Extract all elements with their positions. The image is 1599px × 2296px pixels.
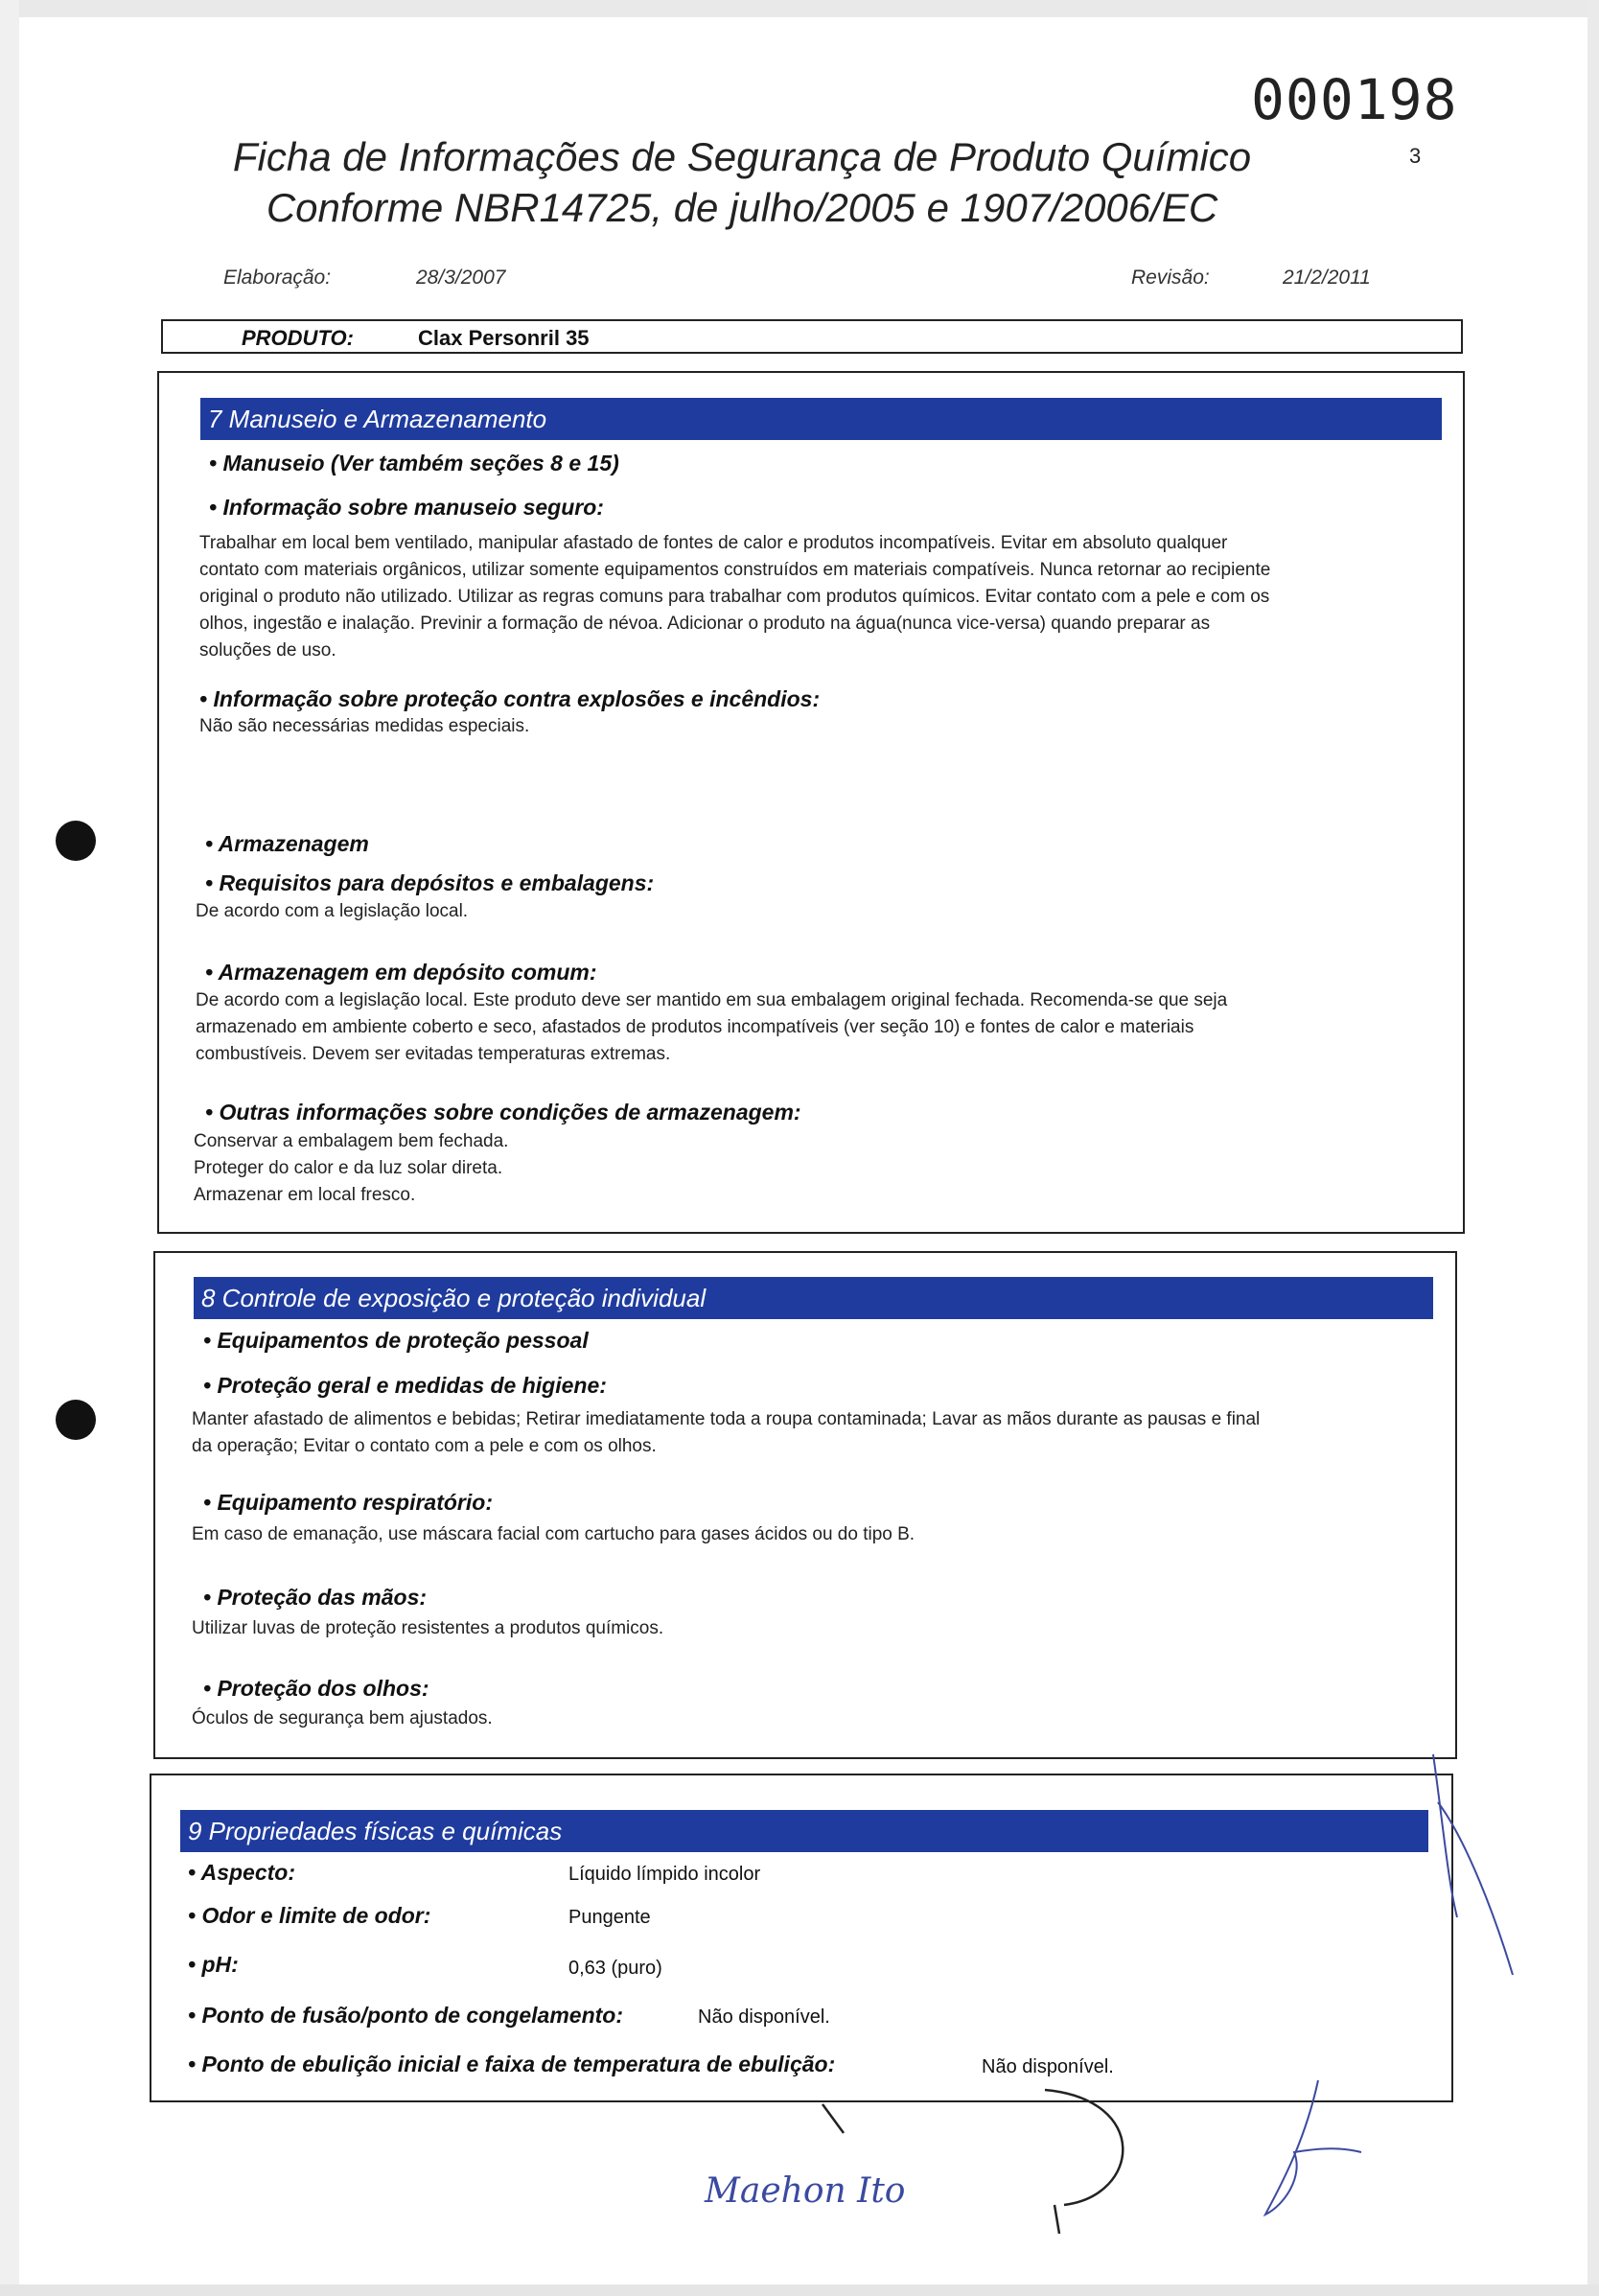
product-label: PRODUTO: [242, 326, 354, 350]
olhos-text: Óculos de segurança bem ajustados. [192, 1708, 493, 1728]
manuseio-heading: • Manuseio (Ver também seções 8 e 15) [209, 451, 619, 475]
outras-line-3: Armazenar em local fresco. [194, 1185, 416, 1205]
deposito-line-2: armazenado em ambiente coberto e seco, afastados de produtos incompatíveis (ver seção 10) e fontes de calor e materiais [196, 1017, 1194, 1037]
section-8-header: 8 Controle de exposição e proteção individual [194, 1277, 1433, 1319]
document-title: Ficha de Informações de Segurança de Produto Químico [232, 134, 1252, 179]
info-manuseio-line-2: contato com materiais orgânicos, utilizar somente equipamentos construídos em materiais compatíveis. Nunca retornar ao recipiente [199, 560, 1271, 580]
elaboracao-label: Elaboração: [223, 267, 332, 289]
revisao-label: Revisão: [1131, 267, 1210, 289]
deposito-line-1: De acordo com a legislação local. Este produto deve ser mantido em sua embalagem original fechada. Recomenda-se que seja [196, 990, 1228, 1010]
info-manuseio-line-5: soluções de uso. [199, 640, 336, 661]
document-subtitle: Conforme NBR14725, de julho/2005 e 1907/2006/EC [266, 185, 1218, 230]
prop-ph-label: • pH: [188, 1952, 239, 1977]
maos-text: Utilizar luvas de proteção resistentes a produtos químicos. [192, 1618, 664, 1638]
higiene-line-2: da operação; Evitar o contato com a pele e com os olhos. [192, 1436, 657, 1456]
info-manuseio-line-4: olhos, ingestão e inalação. Previnir a formação de névoa. Adicionar o produto na água(nunca vice-versa) quando preparar as [199, 614, 1211, 634]
prop-aspecto-value: Líquido límpido incolor [568, 1864, 761, 1885]
outras-line-2: Proteger do calor e da luz solar direta. [194, 1158, 503, 1178]
explosao-heading: • Informação sobre proteção contra explosões e incêndios: [199, 686, 821, 711]
outras-line-1: Conservar a embalagem bem fechada. [194, 1131, 509, 1151]
prop-odor-label: • Odor e limite de odor: [188, 1903, 431, 1928]
section-9-header: 9 Propriedades físicas e químicas [180, 1810, 1428, 1852]
higiene-line-1: Manter afastado de alimentos e bebidas; Retirar imediatamente toda a roupa contaminada; Lavar as mãos durante as pausas e final [192, 1409, 1261, 1429]
prop-aspecto-label: • Aspecto: [188, 1860, 295, 1885]
requisitos-text: De acordo com a legislação local. [196, 901, 469, 921]
info-manuseio-heading: • Informação sobre manuseio seguro: [209, 495, 604, 520]
flourish-stroke [1265, 2080, 1361, 2215]
page-stamp-number: 000198 [1251, 67, 1458, 132]
higiene-heading: • Proteção geral e medidas de higiene: [203, 1373, 607, 1398]
prop-ph-value: 0,63 (puro) [568, 1958, 662, 1979]
deposito-heading: • Armazenagem em depósito comum: [205, 960, 597, 985]
prop-fusao-label: • Ponto de fusão/ponto de congelamento: [188, 2003, 623, 2028]
armazenagem-heading: • Armazenagem [205, 831, 369, 856]
prop-ebulicao-value: Não disponível. [982, 2056, 1114, 2077]
deposito-line-3: combustíveis. Devem ser evitadas temperaturas extremas. [196, 1044, 671, 1064]
bracket-stroke [1045, 2090, 1123, 2234]
handwritten-signature: Maehon Ito [705, 2171, 906, 2211]
respiratorio-heading: • Equipamento respiratório: [203, 1490, 493, 1515]
product-name: Clax Personril 35 [418, 326, 590, 350]
elaboracao-date: 28/3/2007 [416, 267, 506, 289]
initials-stroke [1433, 1754, 1513, 1975]
prop-odor-value: Pungente [568, 1907, 651, 1928]
prop-fusao-value: Não disponível. [698, 2006, 830, 2028]
epi-heading: • Equipamentos de proteção pessoal [203, 1328, 589, 1353]
revisao-date: 21/2/2011 [1283, 267, 1371, 289]
explosao-text: Não são necessárias medidas especiais. [199, 716, 530, 736]
outras-heading: • Outras informações sobre condições de armazenagem: [205, 1100, 801, 1125]
respiratorio-text: Em caso de emanação, use máscara facial com cartucho para gases ácidos ou do tipo B. [192, 1524, 915, 1544]
requisitos-heading: • Requisitos para depósitos e embalagens: [205, 870, 655, 895]
info-manuseio-line-3: original o produto não utilizado. Utilizar as regras comuns para trabalhar com produtos químicos. Evitar contato com a pele e com os [199, 587, 1270, 607]
page-index: 3 [1409, 144, 1422, 168]
prop-ebulicao-label: • Ponto de ebulição inicial e faixa de temperatura de ebulição: [188, 2052, 836, 2076]
section-7-header: 7 Manuseio e Armazenamento [200, 398, 1442, 440]
info-manuseio-line-1: Trabalhar em local bem ventilado, manipular afastado de fontes de calor e produtos incompatíveis. Evitar em absoluto qualquer [199, 533, 1228, 553]
dash-stroke [823, 2104, 844, 2133]
olhos-heading: • Proteção dos olhos: [203, 1676, 429, 1701]
maos-heading: • Proteção das mãos: [203, 1585, 428, 1610]
